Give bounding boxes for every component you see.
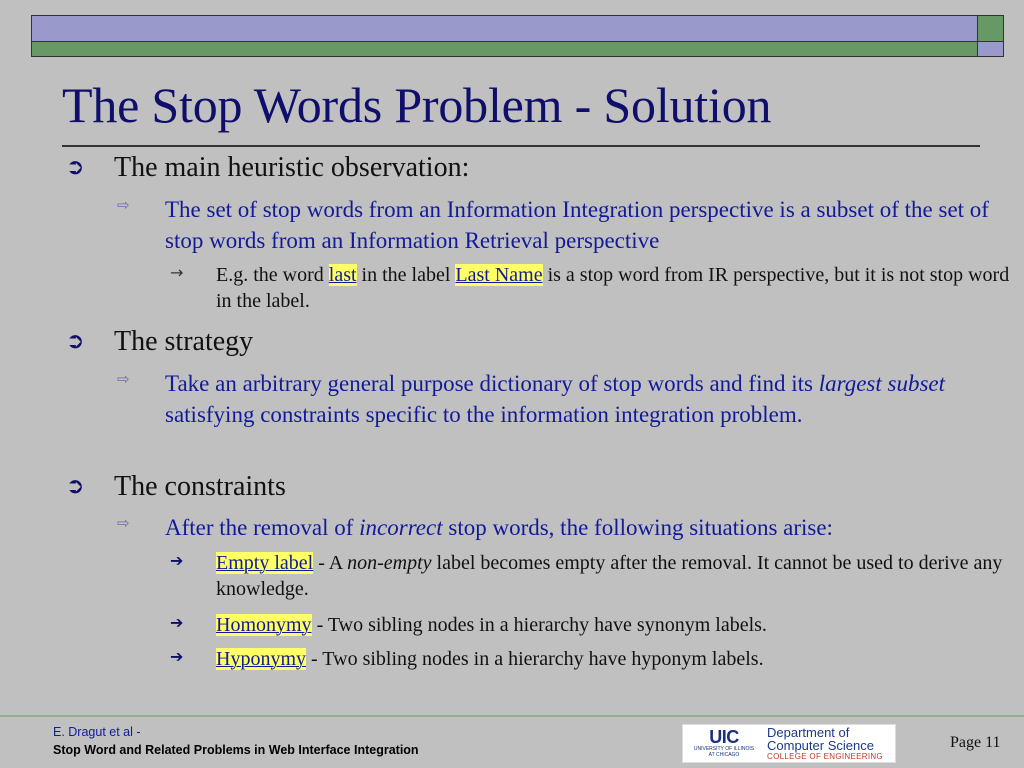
highlight-last: last (328, 264, 357, 286)
arrow-icon: ➔ (170, 613, 184, 632)
bullet-constraints-detail: ⇨ After the removal of incorrect stop words, the following situations arise: (117, 514, 833, 540)
footer-credits (53, 723, 419, 759)
outline-arrow-icon: ⇨ (117, 196, 130, 214)
bullet-homonymy: ➔ Homonymy - Two sibling nodes in a hierarchy have synonym labels. (170, 613, 767, 636)
highlight-empty-label: Empty label (216, 552, 314, 574)
footer-author: E. Dragut et al - (53, 725, 141, 739)
highlight-homonymy: Homonymy (216, 614, 312, 636)
page-number: Page 11 (950, 734, 1001, 751)
circled-arrow-icon: ➲ (66, 329, 85, 354)
arrow-icon: ➔ (170, 647, 184, 666)
footer-divider (0, 715, 1024, 717)
circled-arrow-icon: ➲ (66, 474, 85, 499)
arrow-icon: ➔ (170, 551, 184, 570)
highlight-hyponymy: Hyponymy (216, 648, 306, 670)
bullet-example: → E.g. the word last in the label Last Name is a stop word from IR perspective, but it is not stop word in the label. (170, 263, 1010, 312)
arrow-icon: → (170, 263, 184, 282)
footer-subtitle: Stop Word and Related Problems in Web Interface Integration (53, 743, 419, 757)
highlight-last-name: Last Name (455, 264, 543, 286)
outline-arrow-icon: ⇨ (117, 370, 130, 388)
bullet-strategy: ➲ The strategy (66, 326, 254, 357)
bullet-hyponymy: ➔ Hyponymy - Two sibling nodes in a hierarchy have hyponym labels. (170, 647, 764, 670)
bullet-strategy-detail: ⇨ Take an arbitrary general purpose dictionary of stop words and find its largest subset satisfying constraints specific to the information integration problem. (117, 370, 945, 427)
bullet-constraints: ➲ The constraints (66, 471, 286, 502)
circled-arrow-icon: ➲ (66, 155, 85, 180)
bullet-main-observation: ➲ The main heuristic observation: (66, 152, 470, 183)
bullet-observation-detail: ⇨ The set of stop words from an Information Integration perspective is a subset of the set of stop words from an Information Retrieval perspective (117, 196, 989, 253)
slide-title: The Stop Words Problem - Solution (62, 77, 772, 133)
outline-arrow-icon: ⇨ (117, 514, 130, 532)
bullet-empty-label: ➔ Empty label - A non-empty label becomes empty after the removal. It cannot be used to derive any knowledge. (170, 551, 1003, 600)
uic-cs-logo: UIC UNIVERSITY OF ILLINOIS AT CHICAGO Department of Computer Science COLLEGE OF ENGINEERING (682, 724, 896, 763)
